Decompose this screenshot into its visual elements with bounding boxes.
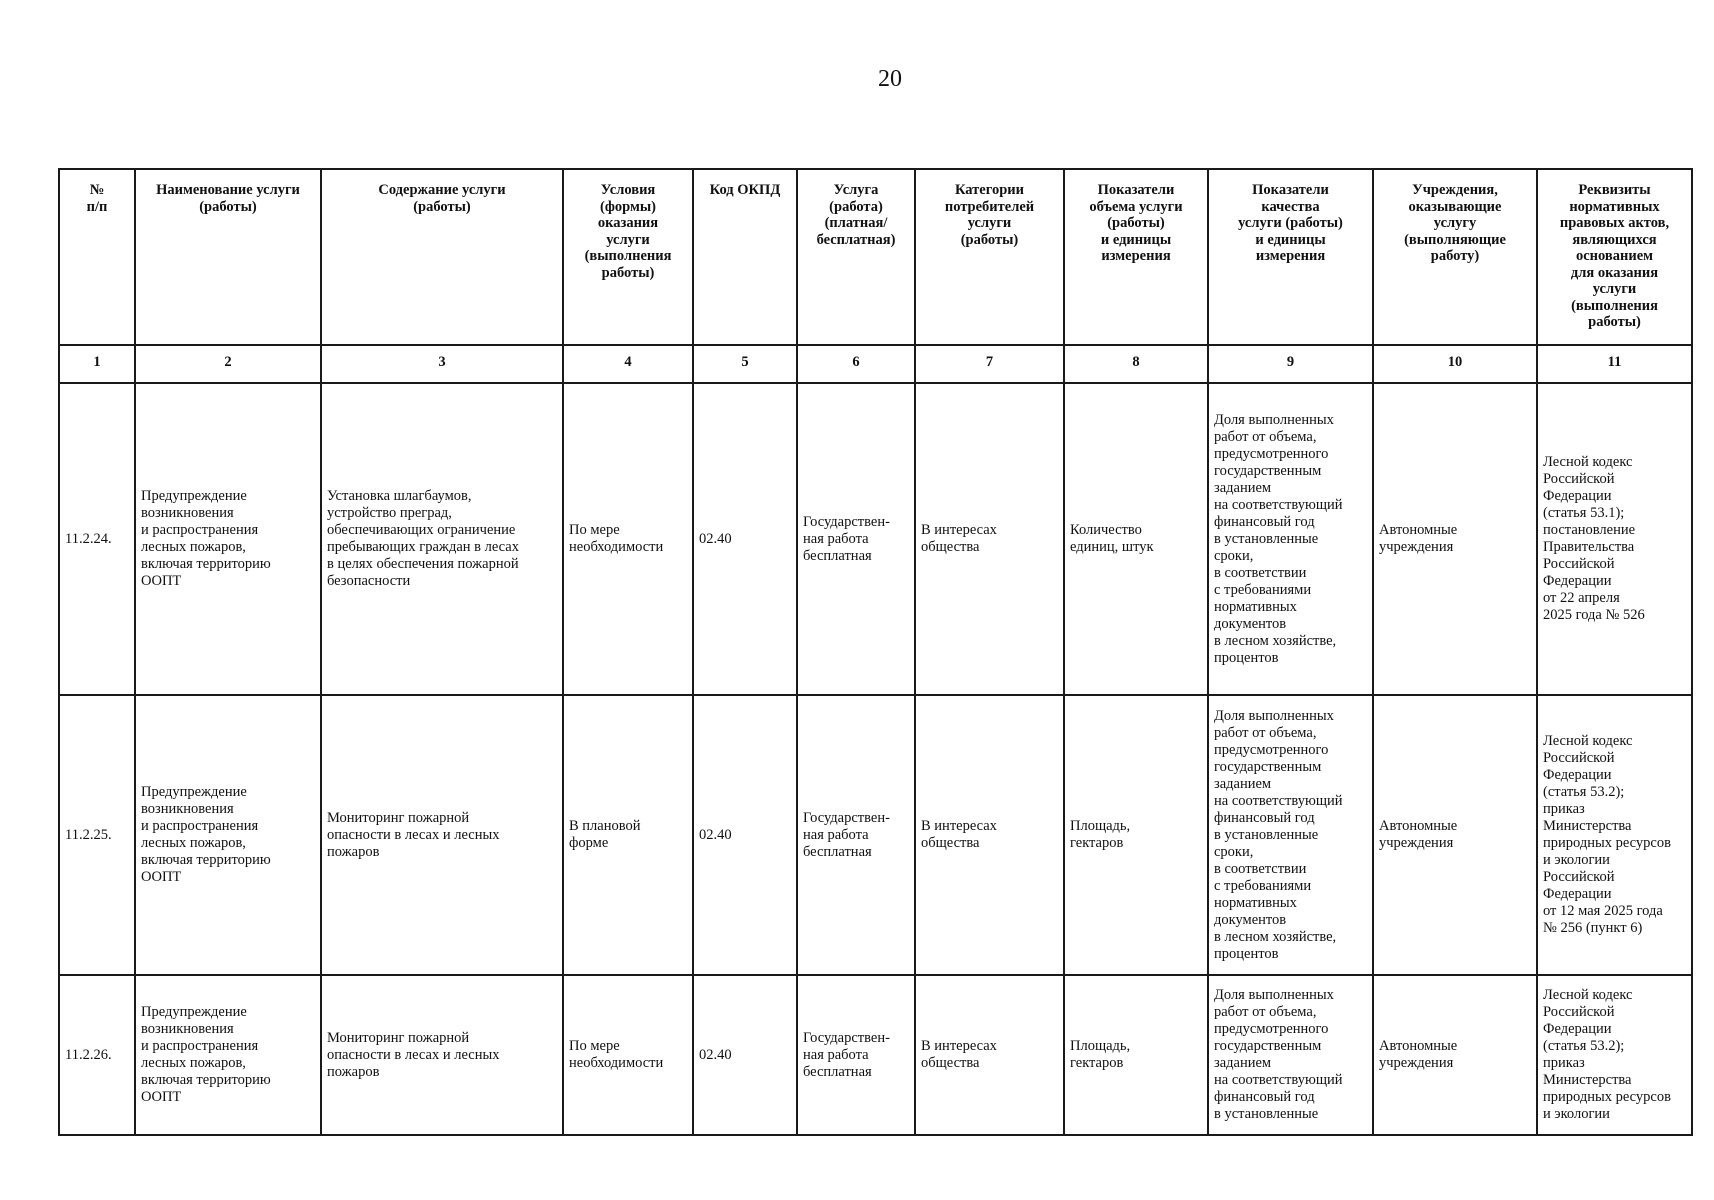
consumer-category: В интересах общества [915, 383, 1064, 695]
header-consumer-categories: Категории потребителей услуги (работы) [915, 169, 1064, 345]
header-volume-indicators: Показатели объема услуги (работы) и единицы измерения [1064, 169, 1208, 345]
column-number: 7 [915, 345, 1064, 383]
okpd-code: 02.40 [693, 383, 797, 695]
column-number: 6 [797, 345, 915, 383]
column-number: 2 [135, 345, 321, 383]
header-conditions: Условия (формы) оказания услуги (выполнения работы) [563, 169, 693, 345]
header-legal-acts: Реквизиты нормативных правовых актов, являющихся основанием для оказания услуги (выполнения работы) [1537, 169, 1692, 345]
service-name: Предупреждение возникновения и распространения лесных пожаров, включая территорию ООПТ [135, 383, 321, 695]
service-content: Мониторинг пожарной опасности в лесах и лесных пожаров [321, 695, 563, 975]
paid-status: Государствен- ная работа бесплатная [797, 695, 915, 975]
paid-status: Государствен- ная работа бесплатная [797, 383, 915, 695]
volume-indicator: Площадь, гектаров [1064, 695, 1208, 975]
service-content: Установка шлагбаумов, устройство преград, обеспечивающих ограничение пребывающих граждан в лесах в целях обеспечения пожарной безопасности [321, 383, 563, 695]
header-service-content: Содержание услуги (работы) [321, 169, 563, 345]
legal-acts: Лесной кодекс Российской Федерации (статья 53.2); приказ Министерства природных ресурсов и экологии Российской Федерации от 12 мая 2025 года № 256 (пункт 6) [1537, 695, 1692, 975]
page-number: 20 [878, 66, 902, 92]
service-content: Мониторинг пожарной опасности в лесах и лесных пожаров [321, 975, 563, 1135]
consumer-category: В интересах общества [915, 975, 1064, 1135]
okpd-code: 02.40 [693, 975, 797, 1135]
header-institutions: Учреждения, оказывающие услугу (выполняющие работу) [1373, 169, 1537, 345]
row-number: 11.2.26. [59, 975, 135, 1135]
column-number: 5 [693, 345, 797, 383]
service-name: Предупреждение возникновения и распространения лесных пожаров, включая территорию ООПТ [135, 975, 321, 1135]
paid-status: Государствен- ная работа бесплатная [797, 975, 915, 1135]
header-quality-indicators: Показатели качества услуги (работы) и единицы измерения [1208, 169, 1373, 345]
row-number: 11.2.25. [59, 695, 135, 975]
quality-indicator: Доля выполненных работ от объема, предусмотренного государственным заданием на соответствующий финансовый год в установленные сроки, в соответствии с требованиями нормативных документов в лесном хозяйстве, процентов [1208, 383, 1373, 695]
header-paid-free: Услуга (работа) (платная/ бесплатная) [797, 169, 915, 345]
service-name: Предупреждение возникновения и распространения лесных пожаров, включая территорию ООПТ [135, 695, 321, 975]
quality-indicator: Доля выполненных работ от объема, предусмотренного государственным заданием на соответствующий финансовый год в установленные [1208, 975, 1373, 1135]
institutions: Автономные учреждения [1373, 975, 1537, 1135]
volume-indicator: Площадь, гектаров [1064, 975, 1208, 1135]
legal-acts: Лесной кодекс Российской Федерации (статья 53.2); приказ Министерства природных ресурсов и экологии [1537, 975, 1692, 1135]
header-service-name: Наименование услуги (работы) [135, 169, 321, 345]
institutions: Автономные учреждения [1373, 383, 1537, 695]
table-row [59, 695, 1692, 975]
column-number: 4 [563, 345, 693, 383]
column-number: 9 [1208, 345, 1373, 383]
institutions: Автономные учреждения [1373, 695, 1537, 975]
quality-indicator: Доля выполненных работ от объема, предусмотренного государственным заданием на соответствующий финансовый год в установленные сроки, в соответствии с требованиями нормативных документов в лесном хозяйстве, процентов [1208, 695, 1373, 975]
legal-acts: Лесной кодекс Российской Федерации (статья 53.1); постановление Правительства Российской Федерации от 22 апреля 2025 года № 526 [1537, 383, 1692, 695]
okpd-code: 02.40 [693, 695, 797, 975]
table-header-row [59, 169, 1692, 345]
column-number: 8 [1064, 345, 1208, 383]
column-number: 10 [1373, 345, 1537, 383]
consumer-category: В интересах общества [915, 695, 1064, 975]
table-row [59, 383, 1692, 695]
header-okpd-code: Код ОКПД [693, 169, 797, 345]
header-number: № п/п [59, 169, 135, 345]
volume-indicator: Количество единиц, штук [1064, 383, 1208, 695]
row-number: 11.2.24. [59, 383, 135, 695]
service-conditions: По мере необходимости [563, 383, 693, 695]
column-number-row [59, 345, 1692, 383]
service-conditions: По мере необходимости [563, 975, 693, 1135]
column-number: 3 [321, 345, 563, 383]
service-conditions: В плановой форме [563, 695, 693, 975]
column-number: 1 [59, 345, 135, 383]
table-row [59, 975, 1692, 1135]
column-number: 11 [1537, 345, 1692, 383]
services-table [58, 168, 1693, 1136]
